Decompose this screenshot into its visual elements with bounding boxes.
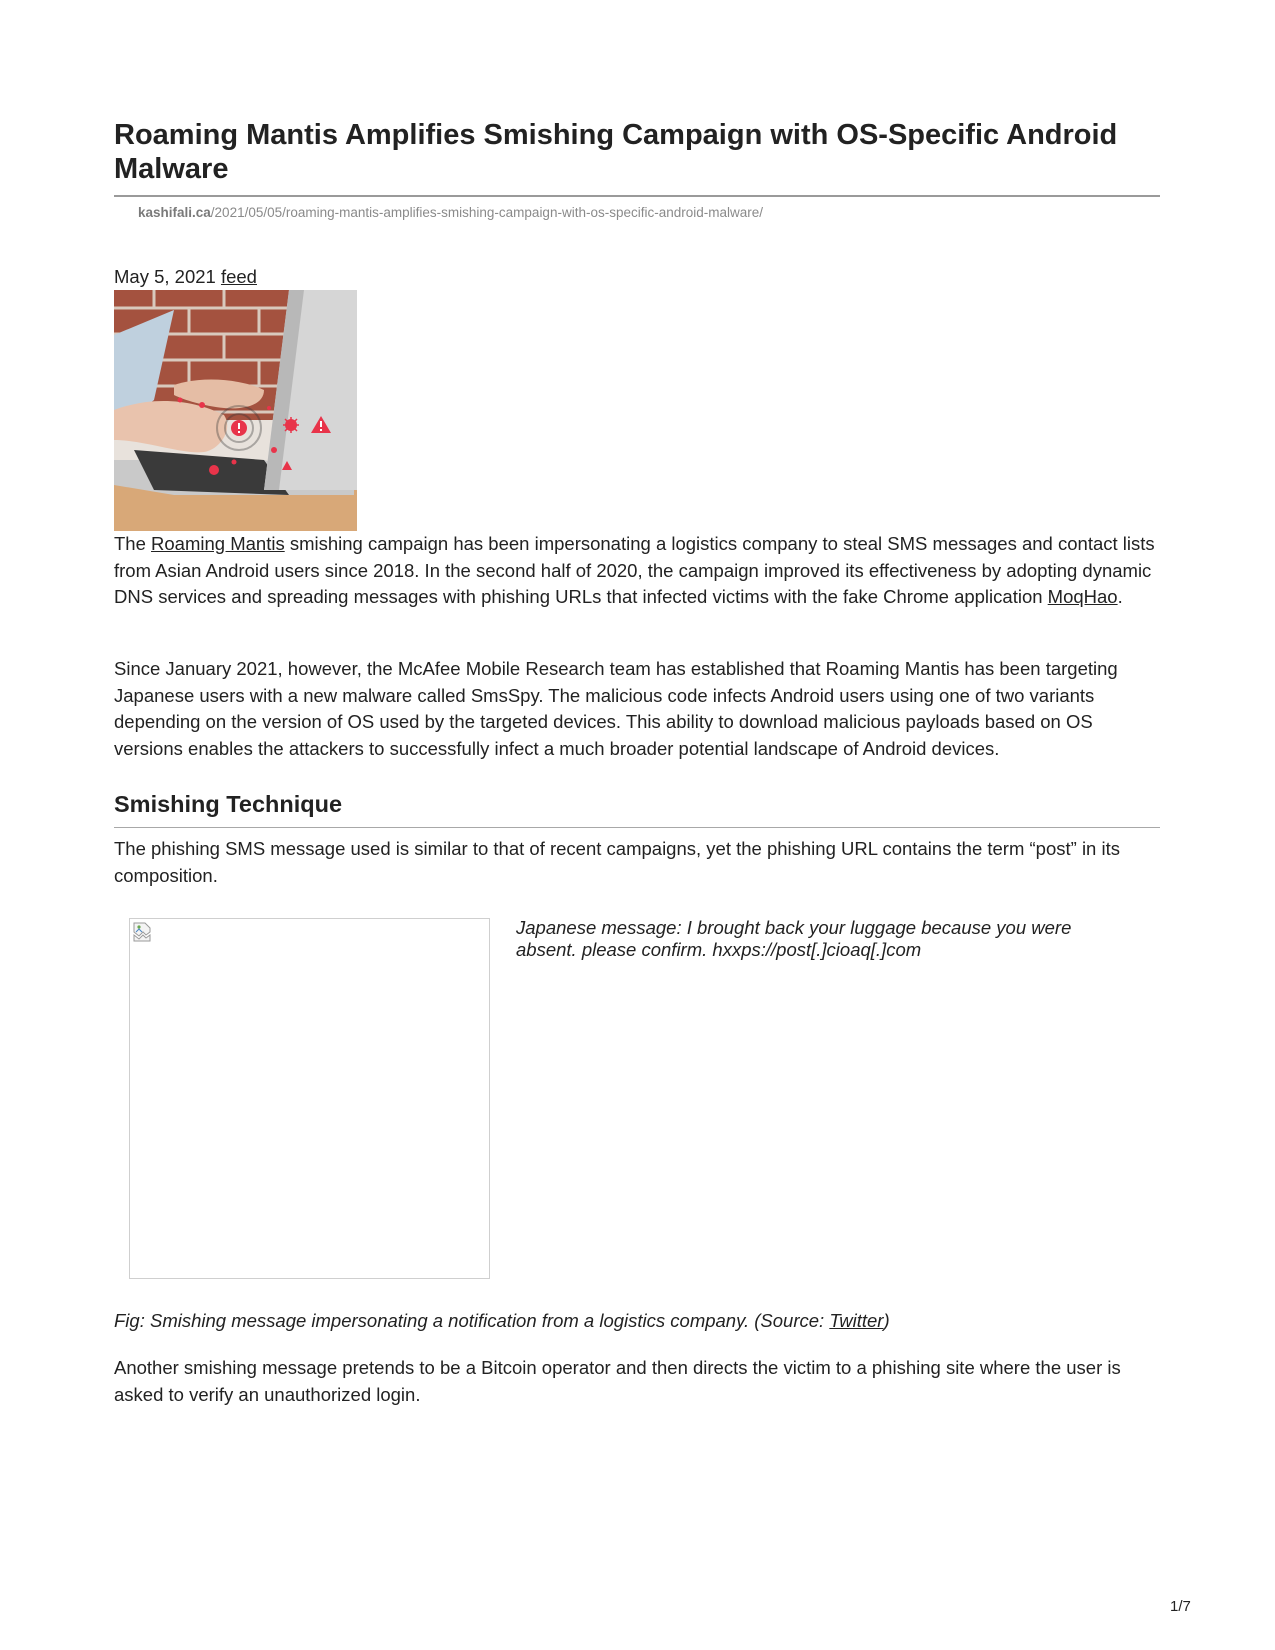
- body-paragraph: The phishing SMS message used is similar to that of recent campaigns, yet the phishing URL contains the term “post” in its composition.: [114, 838, 1120, 886]
- image-side-caption: Japanese message: I brought back your luggage because you were absent. please confirm. hxxps://post[.]cioaq[.]com: [516, 917, 1072, 960]
- hero-image: [114, 290, 357, 531]
- post-meta: [114, 266, 257, 288]
- roaming-mantis-link[interactable]: Roaming Mantis: [151, 533, 285, 554]
- figure-caption: Fig: Smishing message impersonating a notification from a logistics company. (Source: Twitter): [114, 1310, 890, 1331]
- title-divider: [114, 195, 1160, 197]
- bug-icon: [283, 417, 299, 433]
- section-heading: Smishing Technique: [114, 791, 343, 817]
- moqhao-link[interactable]: MoqHao: [1047, 586, 1118, 607]
- source-domain: kashifali.ca: [138, 205, 211, 220]
- body-paragraph: Another smishing message pretends to be a Bitcoin operator and then directs the victim to a phishing site where the user is asked to verify an unauthorized login.: [114, 1357, 1121, 1405]
- section-divider: [114, 827, 1160, 828]
- category-link-feed[interactable]: feed: [220, 266, 257, 287]
- body-paragraph: Since January 2021, however, the McAfee Mobile Research team has established that Roaming Mantis has been targeting Japanese users with a new malware called SmsSpy. The malicious code infects Android users using one of two variants depending on the version of OS used by the targeted devices. This ability to download malicious payloads based on OS versions enables the attackers to successfully infect a much broader potential landscape of Android devices.: [114, 658, 1118, 759]
- article-title: Roaming Mantis Amplifies Smishing Campaign with OS-Specific Android Malware: [114, 119, 1118, 185]
- twitter-link[interactable]: Twitter: [829, 1310, 884, 1331]
- broken-image-icon: [133, 922, 151, 942]
- page-number: 1/7: [1170, 1598, 1191, 1615]
- intro-paragraph: The Roaming Mantis smishing campaign has been impersonating a logistics company to steal SMS messages and contact lists from Asian Android users since 2018. In the second half of 2020, the campaign improved its effectiveness by adopting dynamic DNS services and spreading messages with phishing URLs that infected victims with the fake Chrome application MoqHao.: [114, 533, 1155, 607]
- sms-screenshot-placeholder: [129, 918, 490, 1279]
- post-date: May 5, 2021: [114, 266, 216, 287]
- source-path: /2021/05/05/roaming-mantis-amplifies-smishing-campaign-with-os-specific-android-malware/: [210, 205, 764, 220]
- source-url[interactable]: [138, 205, 763, 220]
